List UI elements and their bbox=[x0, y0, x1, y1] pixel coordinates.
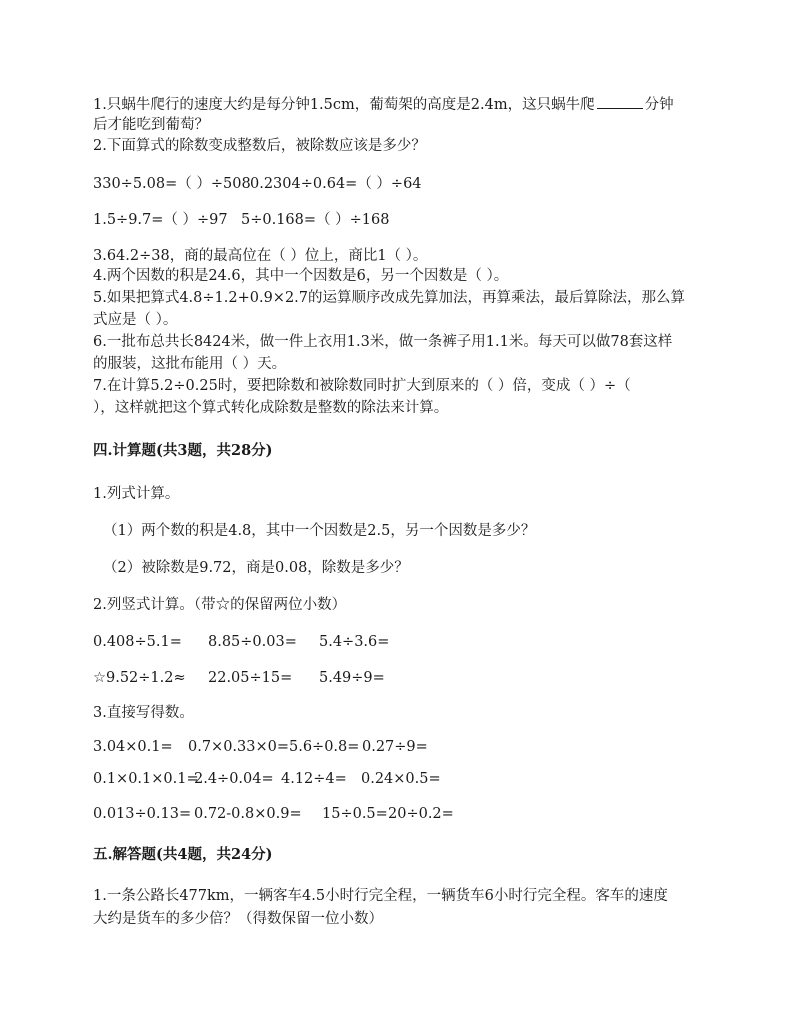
equation: 1.5÷9.7=（ ）÷97 bbox=[93, 212, 228, 228]
question-3-1-line-2: 后才能吃到葡萄？ bbox=[93, 117, 209, 133]
question-3-7-line-1: 7.在计算5.2÷0.25时，要把除数和被除数同时扩大到原来的（ ）倍，变成（ ）÷（ bbox=[93, 378, 631, 394]
question-4-1-b: （2）被除数是9.72，商是0.08，除数是多少？ bbox=[103, 560, 409, 576]
question-4-1: 1.列式计算。 bbox=[93, 486, 180, 502]
equation: 5.6÷0.8= bbox=[289, 739, 360, 755]
equation: 15÷0.5= bbox=[322, 806, 388, 822]
equation: 2.4÷0.04= bbox=[194, 771, 274, 787]
answer-blank bbox=[597, 94, 643, 109]
question-text: 1.只蜗牛爬行的速度大约是每分钟1.5cm，葡萄架的高度是2.4m，这只蜗牛爬 bbox=[93, 97, 595, 113]
equation: 8.85÷0.03= bbox=[208, 634, 297, 650]
section-5-heading: 五.解答题(共4题，共24分) bbox=[93, 846, 273, 863]
question-5-1-line-1: 1.一条公路长477km，一辆客车4.5小时行完全程，一辆货车6小时行完全程。客车的速度 bbox=[93, 888, 668, 904]
question-4-3-row-2 bbox=[93, 769, 703, 789]
equation: 0.408÷5.1= bbox=[93, 634, 182, 650]
question-text: 分钟 bbox=[644, 97, 674, 113]
equation: 5÷0.168=（ ）÷168 bbox=[241, 212, 390, 228]
equation: ☆9.52÷1.2≈ bbox=[93, 670, 186, 686]
question-4-3-row-3 bbox=[93, 804, 703, 824]
equation: 4.12÷4= bbox=[281, 771, 347, 787]
question-4-2-row-2 bbox=[93, 668, 703, 688]
question-3-6-line-2: 的服装，这批布能用（ ）天。 bbox=[93, 356, 287, 372]
equation: 0.27÷9= bbox=[362, 739, 428, 755]
question-3-4: 4.两个因数的积是24.6，其中一个因数是6，另一个因数是（ ）。 bbox=[93, 268, 509, 284]
equation: 0.2304÷0.64=（ ）÷64 bbox=[250, 176, 422, 192]
equation: 0.1×0.1×0.1= bbox=[93, 771, 199, 787]
equation: 0.7×0.33×0= bbox=[188, 739, 290, 755]
question-3-6-line-1: 6.一批布总共长8424米，做一件上衣用1.3米，做一条裤子用1.1米。每天可以做78套这样 bbox=[93, 334, 673, 350]
equation: 5.4÷3.6= bbox=[319, 634, 390, 650]
question-3-5-line-1: 5.如果把算式4.8÷1.2+0.9×2.7的运算顺序改成先算加法，再算乘法，最后算除法，那么算 bbox=[93, 290, 686, 306]
equation: 3.04×0.1= bbox=[93, 739, 173, 755]
question-3-5-line-2: 式应是（ ）。 bbox=[93, 312, 178, 328]
question-3-7-line-2: ），这样就把这个算式转化成除数是整数的除法来计算。 bbox=[93, 400, 449, 416]
question-4-3-row-1 bbox=[93, 737, 703, 757]
question-3-2-row-2 bbox=[93, 210, 703, 230]
question-3-3: 3.64.2÷38，商的最高位在（ ）位上，商比1（ ）。 bbox=[93, 248, 428, 264]
question-4-1-a: （1）两个数的积是4.8，其中一个因数是2.5，另一个因数是多少？ bbox=[103, 523, 536, 539]
question-3-1-line-1 bbox=[93, 94, 703, 115]
equation: 0.24×0.5= bbox=[361, 771, 441, 787]
equation: 330÷5.08=（ ）÷508 bbox=[93, 176, 251, 192]
question-4-3: 3.直接写得数。 bbox=[93, 705, 194, 721]
question-5-1-line-2: 大约是货车的多少倍？（得数保留一位小数） bbox=[93, 911, 383, 927]
question-3-2-row-1 bbox=[93, 174, 703, 194]
equation: 22.05÷15= bbox=[208, 670, 293, 686]
equation: 0.72-0.8×0.9= bbox=[194, 806, 302, 822]
question-4-2: 2.列竖式计算。（带☆的保留两位小数） bbox=[93, 597, 347, 613]
section-4-heading: 四.计算题(共3题，共28分) bbox=[93, 442, 273, 459]
question-3-2: 2.下面算式的除数变成整数后，被除数应该是多少？ bbox=[93, 138, 426, 154]
equation: 5.49÷9= bbox=[319, 670, 385, 686]
question-4-2-row-1 bbox=[93, 632, 703, 652]
equation: 0.013÷0.13= bbox=[93, 806, 192, 822]
equation: 20÷0.2= bbox=[388, 806, 454, 822]
